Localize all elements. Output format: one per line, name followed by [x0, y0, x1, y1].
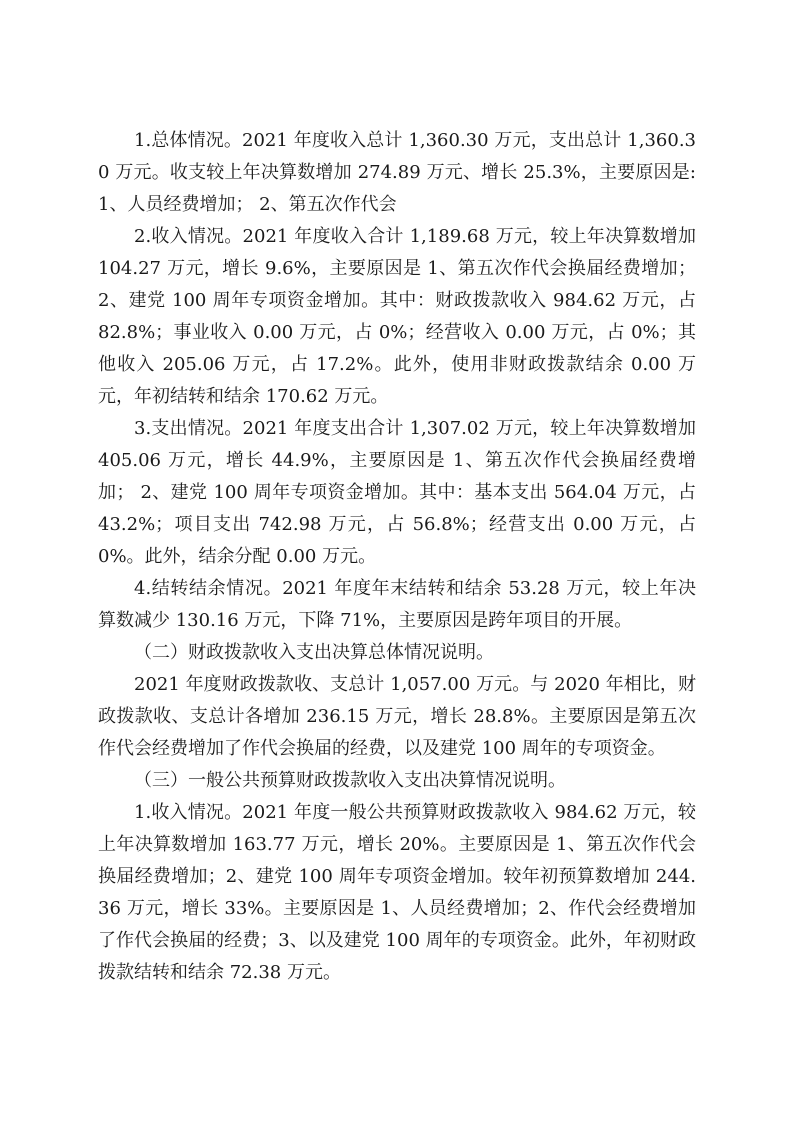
paragraph-expenditure: 3.支出情况。2021 年度支出合计 1,307.02 万元，较上年决算数增加 405.06 万元，增长 44.9%，主要原因是 1、第五次作代会换届经费增加； 2、建党 100 周年专项资金增加。其中：基本支出 564.04 万元，占 43.2%；项目支出 742.98 万元，占 56.8%；经营支出 0.00 万元，占 0%。此外，结余分配 0.00 万元。	[98, 418, 696, 567]
section-heading-general-budget: （三）一般公共预算财政拨款收入支出决算情况说明。	[134, 770, 566, 791]
section-heading-fiscal-overview: （二）财政拨款收入支出决算总体情况说明。	[134, 642, 494, 663]
paragraph-general-budget-income: 1.收入情况。2021 年度一般公共预算财政拨款收入 984.62 万元，较上年决算数增加 163.77 万元，增长 20%。主要原因是 1、第五次作代会换届经费增加；2、建党 100 周年专项资金增加。较年初预算数增加 244.36 万元，增长 33%。主要原因是 1、人员经费增加；2、作代会经费增加了作代会换届的经费；3、以及建党 100 周年的专项资金。此外，年初财政拨款结转和结余 72.38 万元。	[98, 802, 696, 983]
paragraph-fiscal-overview: 2021 年度财政拨款收、支总计 1,057.00 万元。与 2020 年相比，财政拨款收、支总计各增加 236.15 万元，增长 28.8%。主要原因是第五次作代会经费增加了作代会换届的经费，以及建党 100 周年的专项资金。	[98, 674, 696, 759]
document-body	[98, 125, 696, 989]
paragraph-carryover: 4.结转结余情况。2021 年度年末结转和结余 53.28 万元，较上年决算数减少 130.16 万元，下降 71%，主要原因是跨年项目的开展。	[98, 578, 696, 631]
paragraph-overall: 1.总体情况。2021 年度收入总计 1,360.30 万元，支出总计 1,360.30 万元。收支较上年决算数增加 274.89 万元、增长 25.3%，主要原因是:1、人员经费增加； 2、第五次作代会	[98, 130, 696, 215]
paragraph-income: 2.收入情况。2021 年度收入合计 1,189.68 万元，较上年决算数增加 104.27 万元，增长 9.6%，主要原因是 1、第五次作代会换届经费增加； 2、建党 100 周年专项资金增加。其中：财政拨款收入 984.62 万元，占 82.8%；事业收入 0.00 万元，占 0%；经营收入 0.00 万元，占 0%；其他收入 205.06 万元，占 17.2%。此外，使用非财政拨款结余 0.00 万元，年初结转和结余 170.62 万元。	[98, 226, 696, 407]
